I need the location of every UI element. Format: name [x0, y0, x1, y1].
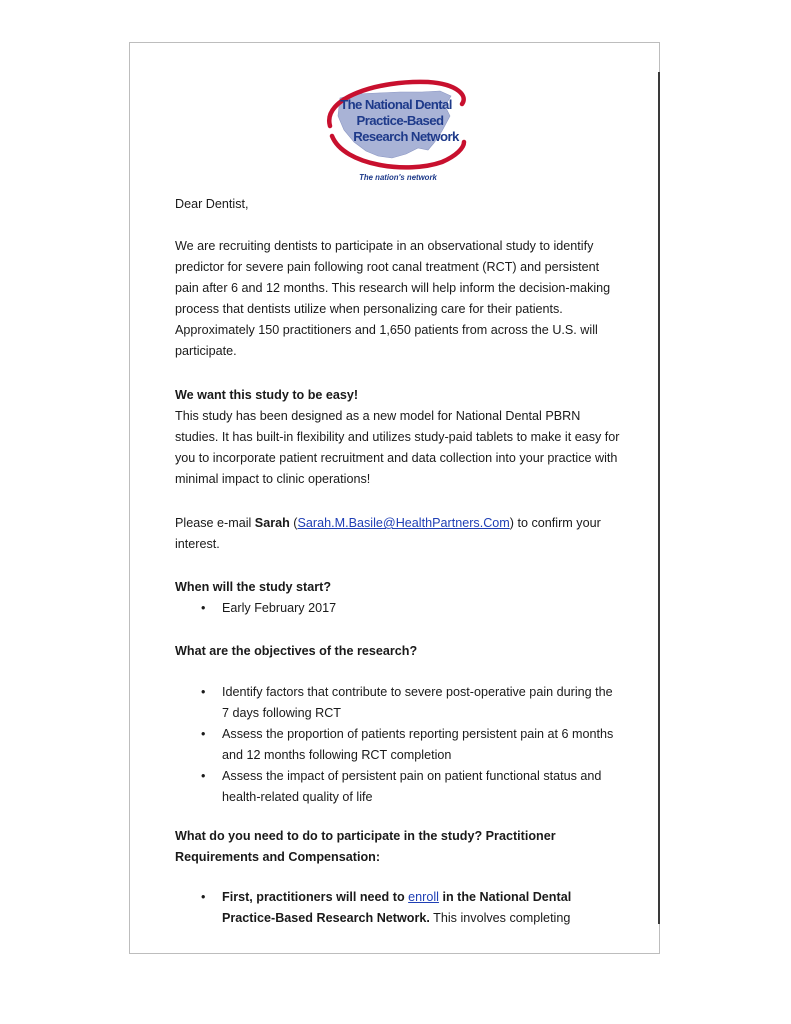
intro-paragraph: We are recruiting dentists to participate in an observational study to identify predictor for severe pain following root canal treatment (RCT) and persistent pain after 6 and 12 months. This research will help inform the decision-making process that dentists utilize when personalizing care for their patients. Approximately 150 practitioners and 1,650 patients from across the U.S. will participate. [175, 239, 611, 358]
enroll-link[interactable]: enroll [408, 890, 439, 904]
req-pre: First, practitioners will need to [222, 890, 409, 904]
contact-pre: Please e-mail [175, 516, 255, 530]
easy-heading: We want this study to be easy! [175, 388, 359, 402]
objectives-heading: What are the objectives of the research? [175, 644, 418, 658]
list-item [175, 682, 620, 724]
bullet-icon: • [201, 769, 206, 783]
page-edge-bar [658, 72, 660, 924]
logo-tagline: The nation's network [359, 173, 437, 182]
logo-line-2: Practice-Based [356, 113, 444, 128]
bullet-icon: • [201, 685, 206, 699]
objective-text: Assess the impact of persistent pain on patient functional status and health-related quality of life [222, 769, 602, 804]
objectives-list [175, 682, 620, 808]
bullet-icon: • [201, 890, 206, 904]
list-item [175, 887, 605, 929]
objective-text: Identify factors that contribute to severe post-operative pain during the 7 days following RCT [222, 685, 613, 720]
salutation: Dear Dentist, [175, 197, 249, 211]
start-heading: When will the study start? [175, 580, 332, 594]
contact-email-link[interactable]: Sarah.M.Basile@HealthPartners.Com [297, 516, 510, 530]
list-item [175, 598, 625, 619]
bullet-icon: • [201, 601, 206, 615]
start-list [175, 598, 625, 619]
start-item-text: Early February 2017 [222, 601, 337, 615]
list-item [175, 766, 620, 808]
list-item [175, 724, 620, 766]
easy-paragraph: This study has been designed as a new model for National Dental PBRN studies. It has built-in flexibility and utilizes study-paid tablets to make it easy for you to incorporate patient recruitment and data collection into your practice with minimal impact to clinic operations! [175, 409, 620, 486]
requirements-list [175, 887, 605, 929]
network-logo [318, 76, 470, 186]
objective-text: Assess the proportion of patients reporting persistent pain at 6 months and 12 months following RCT completion [222, 727, 614, 762]
logo-line-3: Research Network [353, 129, 459, 144]
contact-open: ( [289, 516, 298, 530]
logo-line-1: The National Dental [340, 97, 452, 112]
req-bold: in the National Dental Practice-Based Research Network. [222, 890, 572, 925]
requirements-heading: What do you need to do to participate in the study? Practitioner Requirements and Compensation: [175, 829, 556, 864]
req-post: This involves completing [429, 911, 571, 925]
contact-post: ) to confirm your interest. [175, 516, 601, 551]
contact-name: Sarah [254, 516, 290, 530]
bullet-icon: • [201, 727, 206, 741]
contact-paragraph [175, 513, 625, 555]
